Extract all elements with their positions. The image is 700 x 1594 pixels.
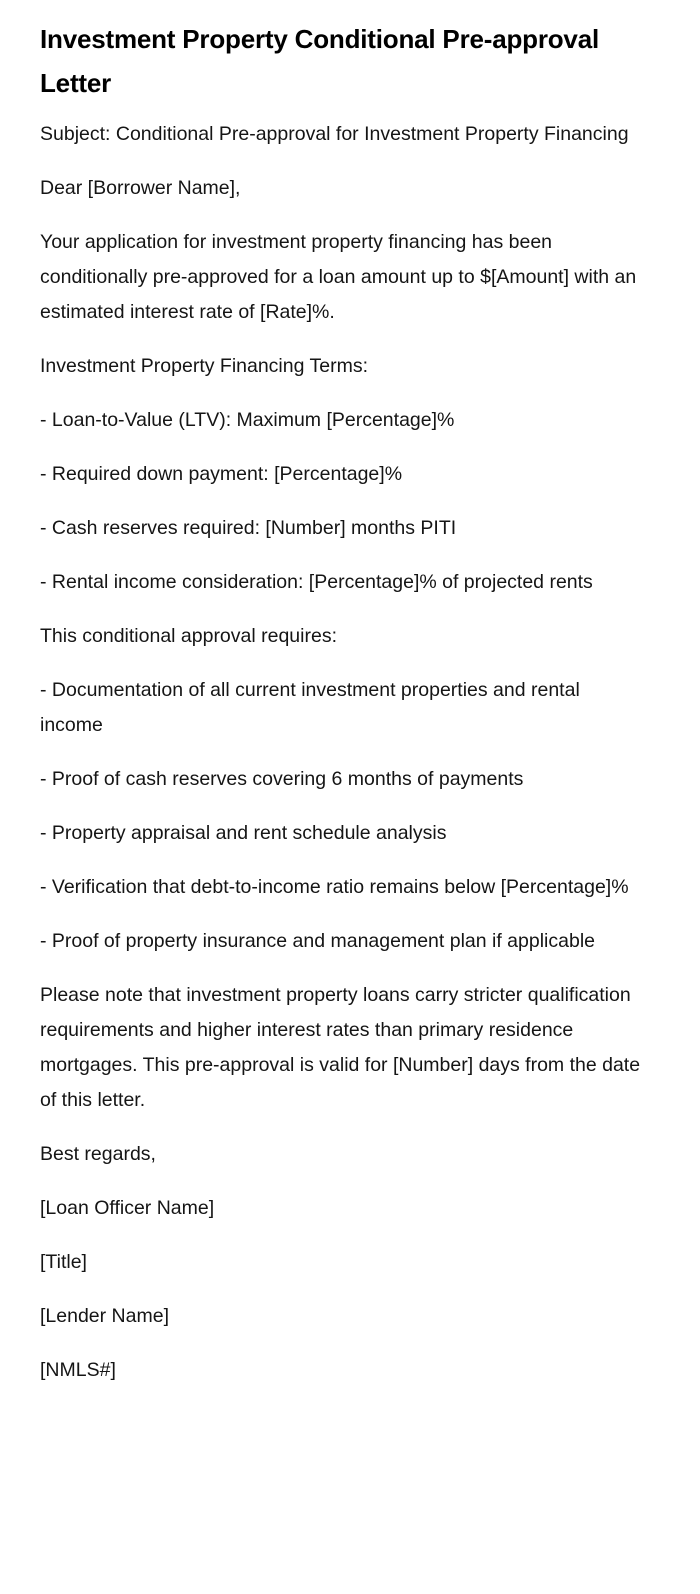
subject-line: Subject: Conditional Pre-approval for Investment Property Financing xyxy=(40,123,629,145)
requirement-item-cash-reserves: - Proof of cash reserves covering 6 months of payments xyxy=(40,768,524,790)
requirement-item-appraisal: - Property appraisal and rent schedule analysis xyxy=(40,822,447,844)
requirement-item-documentation: - Documentation of all current investment properties and rental income xyxy=(40,679,580,736)
signature-lender-name: [Lender Name] xyxy=(40,1305,169,1327)
intro-paragraph: Your application for investment property financing has been conditionally pre-approved for a loan amount up to $[Amount] with an estimated interest rate of [Rate]%. xyxy=(40,231,637,323)
note-paragraph: Please note that investment property loans carry stricter qualification requirements and higher interest rates than primary residence mortgages. This pre-approval is valid for [Number] days from the date of this letter. xyxy=(40,984,641,1111)
requirement-item-dti: - Verification that debt-to-income ratio remains below [Percentage]% xyxy=(40,876,629,898)
greeting: Dear [Borrower Name], xyxy=(40,177,241,199)
terms-item-ltv: - Loan-to-Value (LTV): Maximum [Percentage]% xyxy=(40,409,455,431)
terms-heading: Investment Property Financing Terms: xyxy=(40,355,369,377)
signature-title: [Title] xyxy=(40,1251,87,1273)
terms-item-down-payment: - Required down payment: [Percentage]% xyxy=(40,463,403,485)
requirements-heading: This conditional approval requires: xyxy=(40,625,337,647)
terms-list xyxy=(40,403,644,600)
signature-officer-name: [Loan Officer Name] xyxy=(40,1197,215,1219)
requirements-list xyxy=(40,673,644,959)
requirement-item-insurance: - Proof of property insurance and management plan if applicable xyxy=(40,930,595,952)
closing: Best regards, xyxy=(40,1143,156,1165)
signature-nmls: [NMLS#] xyxy=(40,1359,116,1381)
letter-title: Investment Property Conditional Pre-approval Letter xyxy=(40,24,599,98)
terms-item-rental-income: - Rental income consideration: [Percentage]% of projected rents xyxy=(40,571,593,593)
terms-item-cash-reserves: - Cash reserves required: [Number] months PITI xyxy=(40,517,457,539)
